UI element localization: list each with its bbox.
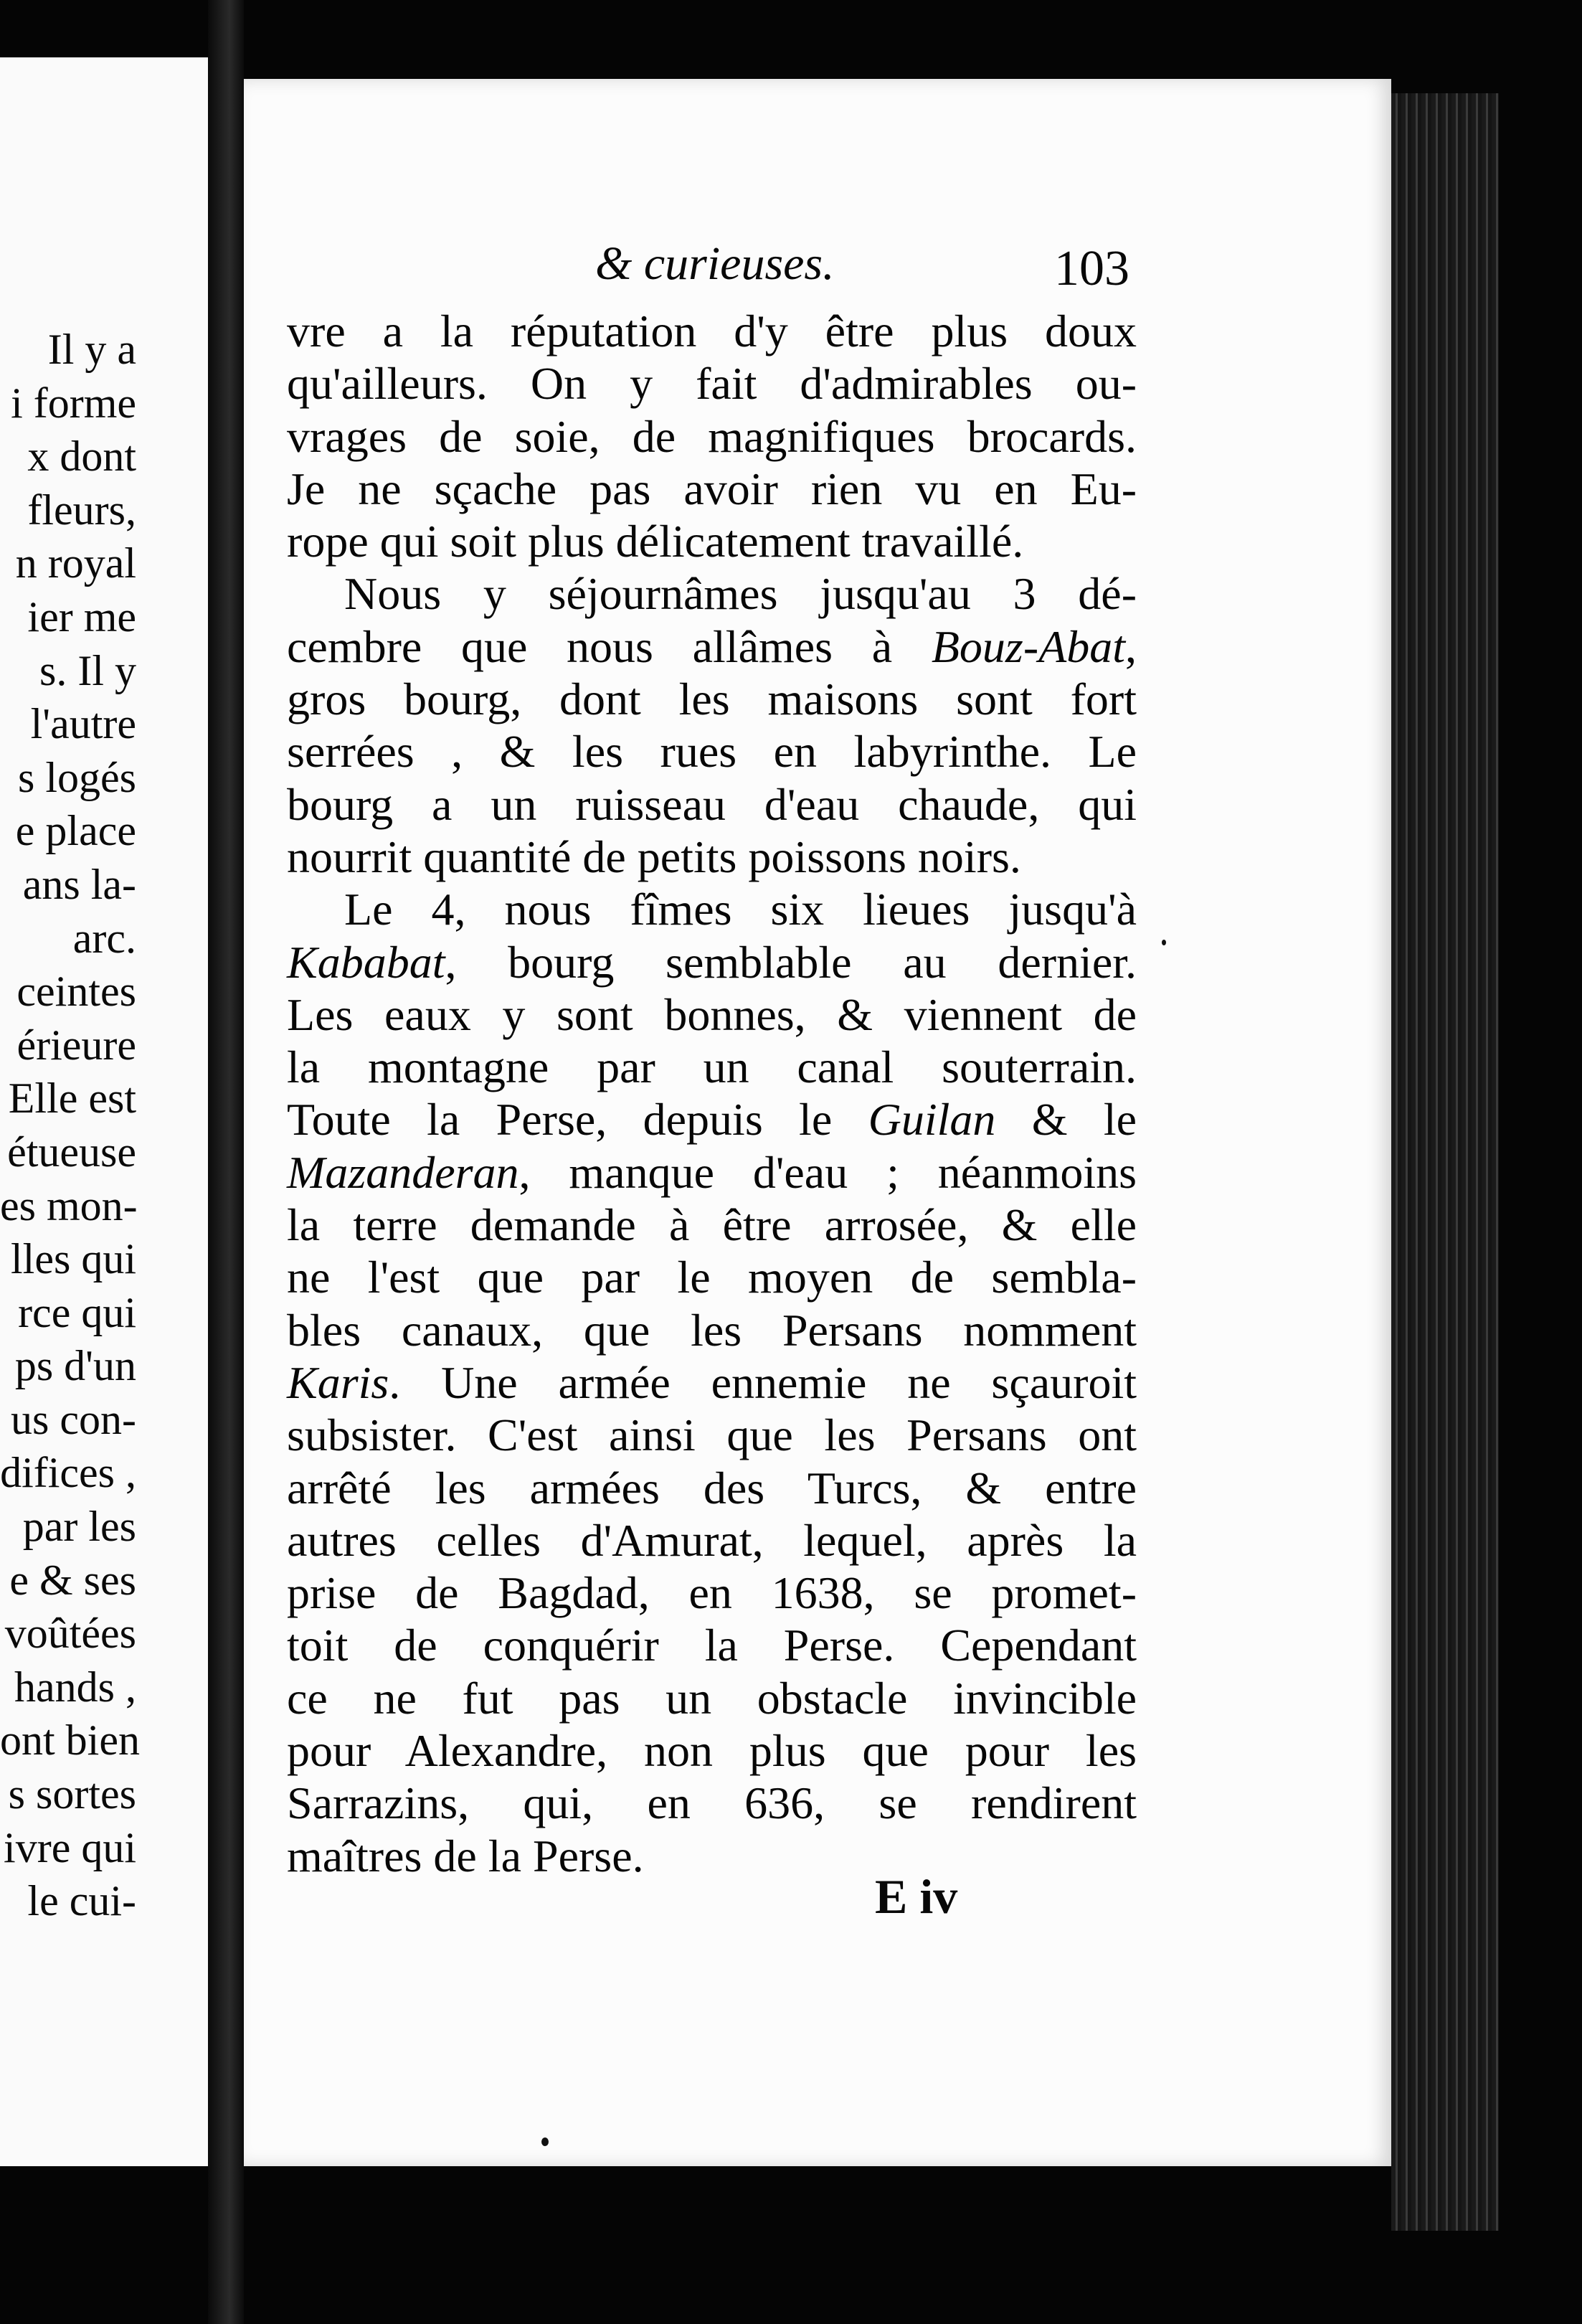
running-head: & curieuses. <box>595 237 835 290</box>
left-facing-page <box>0 57 211 2166</box>
left-page-line: voûtées <box>4 1610 136 1658</box>
text-line: cembre que nous allâmes à Bouz-Abat, <box>287 620 1137 672</box>
left-page-line: i forme <box>11 379 136 427</box>
left-page-line: l'autre <box>30 700 136 748</box>
text-line: rope qui soit plus délicatement travaillé. <box>287 516 1024 567</box>
text-line: Les eaux y sont bonnes, & viennent de <box>287 988 1137 1040</box>
text-line: autres celles d'Amurat, lequel, après la <box>287 1514 1137 1566</box>
text-line: Je ne sçache pas avoir rien vu en Eu- <box>287 463 1137 514</box>
text-line: Mazanderan, manque d'eau ; néanmoins <box>287 1146 1137 1198</box>
ink-speck <box>541 2138 549 2146</box>
text-line: ce ne fut pas un obstacle invincible <box>287 1672 1137 1724</box>
place-name: Guilan <box>868 1094 996 1146</box>
text-line: bles canaux, que les Persans nomment <box>287 1304 1137 1356</box>
text-line: arrêté les armées des Turcs, & entre <box>287 1462 1137 1513</box>
text-line: maîtres de la Perse. <box>287 1830 644 1881</box>
text-line: Karis. Une armée ennemie ne sçauroit <box>287 1356 1137 1408</box>
text-line: subsister. C'est ainsi que les Persans ont <box>287 1409 1137 1461</box>
place-name: Mazanderan <box>287 1146 519 1198</box>
page-number: 103 <box>1054 241 1129 296</box>
left-page-line: es mon- <box>0 1181 138 1229</box>
left-page-line: x dont <box>27 433 136 481</box>
left-page-line: difices , <box>0 1449 136 1497</box>
place-name: Kababat <box>287 936 445 988</box>
page-edges <box>1391 93 1499 2231</box>
body-text <box>287 305 1137 1882</box>
text-line: bourg a un ruisseau d'eau chaude, qui <box>287 778 1137 830</box>
left-page-line: s sortes <box>8 1770 136 1818</box>
foreign-term: Karis <box>287 1356 389 1408</box>
left-page-line: arc. <box>72 914 136 962</box>
left-page-line: hands , <box>14 1663 136 1711</box>
text-line: ne l'est que par le moyen de sembla- <box>287 1252 1137 1303</box>
text-line: la montagne par un canal souterrain. <box>287 1041 1137 1093</box>
left-page-line: par les <box>22 1503 136 1551</box>
text-line: vre a la réputation d'y être plus doux <box>287 306 1137 356</box>
left-page-line: ceintes <box>16 968 136 1016</box>
text-line: toit de conquérir la Perse. Cependant <box>287 1620 1137 1671</box>
paragraph-start: Nous y séjournâmes jusqu'au 3 dé- <box>344 568 1137 620</box>
left-page-text <box>0 323 140 1928</box>
signature-mark: E iv <box>875 1869 958 1924</box>
left-page-line: s. Il y <box>39 646 136 694</box>
text-line: Toute la Perse, depuis le Guilan & le <box>287 1094 1137 1146</box>
text-line: serrées , & les rues en labyrinthe. Le <box>287 726 1137 778</box>
paragraph-start: Le 4, nous fîmes six lieues jusqu'à <box>344 884 1137 935</box>
left-page-line: s logés <box>18 753 136 801</box>
left-page-line: fleurs, <box>27 486 136 534</box>
text-line: gros bourg, dont les maisons sont fort <box>287 674 1137 725</box>
text-line: vrages de soie, de magnifiques brocards. <box>287 410 1137 462</box>
left-page-line: Elle est <box>8 1074 136 1123</box>
left-page-line: érieure <box>16 1021 136 1069</box>
left-page-line: ps d'un <box>14 1342 136 1390</box>
text-line: la terre demande à être arrosée, & elle <box>287 1199 1137 1251</box>
left-page-line: le cui- <box>27 1877 136 1925</box>
text-line: Kababat, bourg semblable au dernier. <box>287 936 1137 988</box>
left-page-line: ivre qui <box>4 1823 136 1871</box>
text-line: prise de Bagdad, en 1638, se promet- <box>287 1567 1137 1619</box>
left-page-line: étueuse <box>7 1128 136 1176</box>
left-page-line: Il y a <box>47 326 136 373</box>
left-page-line: us con- <box>11 1395 136 1443</box>
left-page-line: rce qui <box>18 1288 136 1336</box>
left-page-line: ans la- <box>22 860 136 908</box>
ink-speck <box>1162 940 1166 945</box>
place-name: Bouz-Abat <box>931 620 1125 672</box>
text-line: qu'ailleurs. On y fait d'admirables ou- <box>287 358 1137 410</box>
text-line: Sarrazins, qui, en 636, se rendirent <box>287 1777 1137 1829</box>
left-page-line: ier me <box>27 592 136 641</box>
text-line: pour Alexandre, non plus que pour les <box>287 1725 1137 1777</box>
left-page-line: lles qui <box>11 1235 136 1283</box>
left-page-line: n royal <box>15 539 136 587</box>
left-page-line: ont bien <box>0 1716 140 1765</box>
left-page-line: e & ses <box>9 1556 136 1604</box>
book-gutter <box>208 0 244 2324</box>
left-page-line: e place <box>15 807 136 855</box>
text-line: nourrit quantité de petits poissons noirs. <box>287 831 1021 882</box>
